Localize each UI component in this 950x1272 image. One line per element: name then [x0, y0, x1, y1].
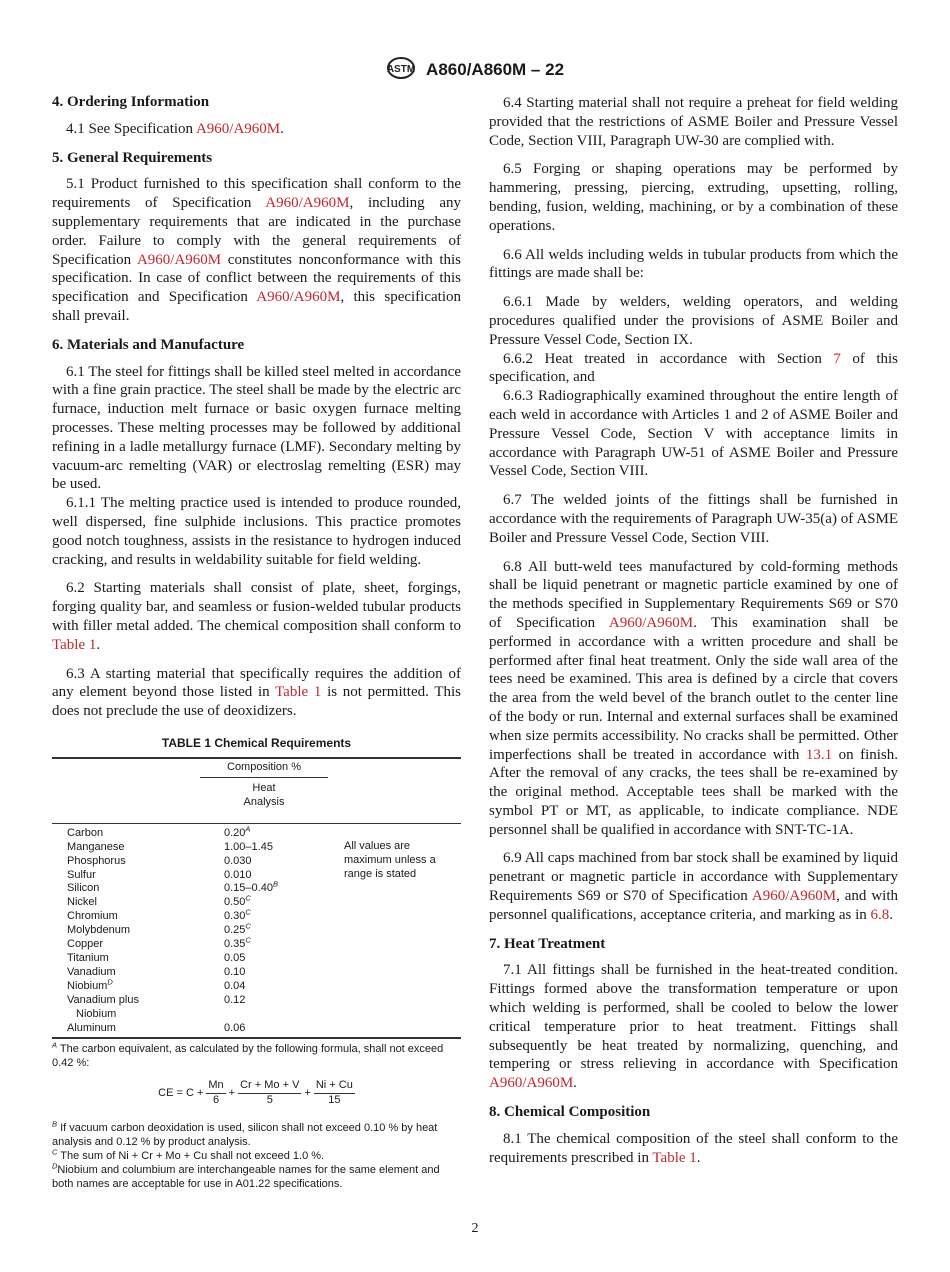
paragraph-text: 6.1.1 The melting practice used is intended to produce rounded, well dispersed, fine sulphide inclusions. This practice promotes good notch toughness, assists in the resistance to hydrogen induced cracking, and results in weldability suitable for field welding.: [52, 495, 461, 568]
cross-reference-link[interactable]: Table 1: [52, 636, 97, 653]
footnote-a: $^A$ The carbon equivalent, as calculated by the following formula, shall not exceed 0.42 %:: [52, 1040, 444, 1070]
paragraph-text: , and with personnel qualifications, acceptance criteria, and marking as in: [489, 888, 898, 923]
paragraph: [489, 160, 898, 235]
element-name: Sulfur: [67, 868, 96, 881]
paragraph-text: 5. General Requirements: [52, 149, 213, 166]
paragraph-text: .: [573, 1075, 577, 1092]
heat-analysis-value: 0.030: [224, 854, 252, 867]
element-name: Nickel: [67, 896, 97, 909]
svg-text:ASTM: ASTM: [386, 64, 416, 75]
heat-analysis-value: 0.10: [224, 965, 246, 978]
carbon-equivalent-formula: CE = C + $\frac{Mn}{6}$ + $\frac{Cr + Mo + V}{5}$ + $\frac{Ni + Cu}{15}$: [158, 1079, 353, 1107]
heat-analysis-value: 1.00–1.45: [224, 840, 273, 853]
footnote-c: $^C$ The sum of Ni + Cr + Mo + Cu shall not exceed 1.0 %.: [52, 1147, 325, 1162]
paragraph-text: 4.1 See Specification: [66, 120, 196, 137]
paragraph: [52, 175, 461, 325]
paragraph: [489, 491, 898, 547]
section-heading: [489, 935, 898, 954]
footnote-b: $^B$ If vacuum carbon deoxidation is used, silicon shall not exceed 0.10 % by heat analysis and 0.12 % by product analysis.: [52, 1119, 438, 1148]
paragraph-text: 6.8 All butt-weld tees manufactured by cold-forming methods shall be liquid penetrant or magnetic particle examined by one of the methods specified in Supplementary Requirements S69 or S70 of Specification: [489, 558, 898, 631]
paragraph-text: 6.6.2 Heat treated in accordance with Section: [503, 350, 834, 367]
paragraph: [489, 350, 898, 388]
paragraph-text: 7. Heat Treatment: [489, 935, 606, 952]
section-heading: [52, 93, 461, 112]
paragraph-text: . This examination shall be performed in accordance with a written procedure and shall be performed after final heat treatment. Only the side wall area of the tees need be examined. This area is defined by a circle that covers the area from the weld bevel of the branch outlet to the center line of the body or run. Internal and external surfaces shall be examined when size permits accessibility. No cracks shall be permitted. Other imperfections shall be treated in accordance with: [489, 614, 898, 763]
table-row: [52, 966, 461, 980]
paragraph-text: , this specification shall prevail.: [52, 289, 461, 324]
section-heading: [52, 336, 461, 355]
element-name: Titanium: [67, 951, 109, 964]
paragraph-text: 7.1 All fittings shall be furnished in the heat-treated condition. Fittings formed above the transformation temperature or upon which welding is performed, shall be cooled to below the lower critical temperature prior to heat treatment. Fittings shall subsequently be heat treated by normalizing, quenching, and tempering or stress relieving in accordance with Specification: [489, 962, 898, 1073]
table-row: [52, 907, 461, 924]
paragraph: [489, 558, 898, 840]
paragraph: [52, 363, 461, 495]
heat-analysis-value: 0.05: [224, 951, 246, 964]
paragraph: [489, 849, 898, 924]
cross-reference-link[interactable]: A960/A960M: [265, 195, 350, 212]
heat-analysis-value: $0.30^C$: [224, 907, 251, 923]
right-column: [489, 94, 898, 1177]
element-name: Niobium$^D$: [67, 977, 113, 992]
paragraph-text: .: [889, 906, 894, 923]
paragraph-text: 6. Materials and Manufacture: [52, 336, 245, 353]
cross-reference-link[interactable]: 7: [833, 350, 841, 367]
table-row: [52, 994, 461, 1022]
element-name: Aluminum: [67, 1021, 116, 1034]
paragraph-text: 6.9 All caps machined from bar stock shall be examined by liquid penetrant or magnetic particle in accordance with Supplementary Requirements S69 or S70 of Specification: [489, 850, 898, 905]
table-row: [52, 879, 461, 896]
paragraph: [52, 579, 461, 654]
paragraph-text: .: [96, 636, 101, 653]
heat-analysis-value: $0.50^C$: [224, 893, 251, 909]
paragraph: [52, 665, 461, 721]
paragraph-text: .: [280, 120, 284, 137]
heat-analysis-value: 0.010: [224, 868, 252, 881]
heat-analysis-value: $0.25^C$: [224, 921, 251, 937]
cross-reference-link[interactable]: A960/A960M: [256, 289, 341, 306]
paragraph-text: is not permitted. This does not preclude the use of deoxidizers.: [52, 684, 461, 720]
table-row: [52, 1022, 461, 1036]
paragraph: [489, 1130, 898, 1168]
table-body: [52, 824, 461, 1040]
paragraph: [52, 120, 461, 139]
element-name: Silicon: [67, 882, 100, 895]
cross-reference-link[interactable]: Table 1: [275, 684, 322, 701]
cross-reference-link[interactable]: 6.8: [870, 906, 890, 923]
cross-reference-link[interactable]: A960/A960M: [136, 251, 222, 268]
table-caption: TABLE 1 Chemical Requirements: [161, 735, 352, 750]
page-header: [0, 56, 950, 85]
paragraph: [489, 387, 898, 481]
paragraph-text: 6.1 The steel for fittings shall be killed steel melted in accordance with a fine grain practice. The steel shall be made by the electric arc furnace, induction melt furnace or basic oxygen furnace melting processes. These melting processes may be followed by additional refining in a ladle metallurgy furnace (LMF). Secondary melting by vacuum-arc remelting (VAR) or electroslag remelting (ESR) may be used.: [52, 363, 461, 493]
table-row: [52, 977, 461, 994]
element-name: Manganese: [67, 840, 125, 853]
heat-analysis-value: 0.12: [224, 993, 246, 1006]
paragraph-text: constitutes nonconformance with this specification. In case of conflict between the requirements of this specification and Specification: [52, 251, 462, 306]
page-number: 2: [471, 1221, 479, 1236]
element-name: Carbon: [67, 826, 104, 839]
section-heading: [489, 1103, 898, 1122]
left-column: [52, 93, 461, 1192]
footnote-d: $^D$Niobium and columbium are interchangeable names for the same element and both names are acceptable for use in A01.22 specifications.: [52, 1161, 440, 1190]
standard-designation: A860/A860M – 22: [426, 59, 565, 79]
paragraph-text: 8.1 The chemical composition of the steel shall conform to the requirements prescribed in: [489, 1130, 898, 1166]
paragraph-text: 8. Chemical Composition: [489, 1104, 651, 1121]
paragraph: [489, 246, 898, 284]
heat-analysis-value: $0.35^C$: [224, 935, 251, 951]
paragraph-text: 6.4 Starting material shall not require a preheat for field welding provided that the restrictions of ASME Boiler and Pressure Vessel Code, Section VIII, Paragraph UW-30 are complied with.: [489, 95, 898, 149]
paragraph-text: 6.7 The welded joints of the fittings shall be furnished in accordance with the requirements of Paragraph UW-35(a) of ASME Boiler and Pressure Vessel Code, Section VIII.: [489, 492, 898, 546]
paragraph-text: 6.5 Forging or shaping operations may be performed by hammering, pressing, piercing, extruding, upsetting, rolling, bending, fusion, welding, machining, or by a combination of these operations.: [489, 161, 898, 234]
element-name: Vanadium: [67, 965, 116, 978]
heat-analysis-value: $0.15-0.40^B$: [224, 879, 278, 895]
paragraph-text: 6.6 All welds including welds in tubular products from which the fittings are made shall be:: [489, 246, 898, 282]
paragraph: [52, 494, 461, 569]
table-row: [52, 952, 461, 966]
cross-reference-link[interactable]: Table 1: [652, 1149, 697, 1166]
cross-reference-link[interactable]: A960/A960M: [751, 888, 837, 905]
paragraph-text: 6.3 A starting material that specifically requires the addition of any element beyond those listed in: [52, 665, 461, 701]
element-name: Molybdenum: [67, 924, 130, 937]
table-row: [52, 921, 461, 938]
element-name: Vanadium plus Niobium: [67, 993, 139, 1020]
heat-analysis-value: $0.20^A$: [224, 824, 251, 839]
element-name: Phosphorus: [67, 854, 126, 867]
paragraph-text: 4. Ordering Information: [52, 94, 210, 110]
composition-header: Composition %: [200, 761, 328, 778]
paragraph-text: 6.2 Starting materials shall consist of plate, sheet, forgings, forging quality bar, and seamless or fusion-welded tubular products with filler metal added. The chemical composition shall conform to: [52, 580, 461, 634]
heat-analysis-header: Heat Analysis: [243, 781, 285, 808]
paragraph-text: 6.6.1 Made by welders, welding operators, and welding procedures qualified under the provisions of ASME Boiler and Pressure Vessel Code, Section IX.: [489, 294, 898, 348]
element-name: Chromium: [67, 910, 118, 923]
heat-analysis-value: 0.06: [224, 1021, 246, 1034]
table-note: All values are maximum unless a range is stated: [344, 839, 436, 880]
cross-reference-link[interactable]: A960/A960M: [195, 120, 281, 137]
heat-analysis-value: 0.04: [224, 979, 246, 992]
cross-reference-link[interactable]: A960/A960M: [489, 1075, 574, 1092]
cross-reference-link[interactable]: A960/A960M: [608, 614, 694, 631]
paragraph: [489, 94, 898, 150]
section-heading: [52, 149, 461, 168]
table-row: [52, 935, 461, 952]
cross-reference-link[interactable]: 13.1: [805, 746, 833, 763]
element-name: Copper: [67, 938, 104, 951]
chemical-requirements-table: [52, 737, 461, 1192]
paragraph-text: 5.1 Product furnished to this specification shall conform to the requirements of Specification: [52, 176, 461, 212]
astm-logo-icon: [386, 56, 416, 85]
table-header: [52, 759, 461, 824]
paragraph-text: .: [696, 1149, 701, 1166]
paragraph: [489, 961, 898, 1093]
paragraph-text: of this specification, and: [489, 350, 898, 386]
paragraph: [489, 293, 898, 349]
paragraph-text: on finish. After the removal of any cracks, the tees shall be re-examined by the original method. Acceptable tees shall be marked with the symbol PT or MT, as applicable, to indicate compliance. NDE personnel shall be qualified in accordance with SNT-TC-1A.: [489, 746, 898, 838]
paragraph-text: , including any supplementary requirements that are indicated in the purchase order. Failure to comply with the general requirements of Specification: [52, 195, 461, 268]
paragraph-text: 6.6.3 Radiographically examined throughout the entire length of each weld in accordance with Articles 1 and 2 of ASME Boiler and Pressure Vessel Code, Section V with acceptance limits in accordance with Paragraph UW-51 of ASME Boiler and Pressure Vessel Code, Section VIII.: [489, 388, 898, 480]
table-row: [52, 893, 461, 910]
table-row: [52, 824, 461, 841]
